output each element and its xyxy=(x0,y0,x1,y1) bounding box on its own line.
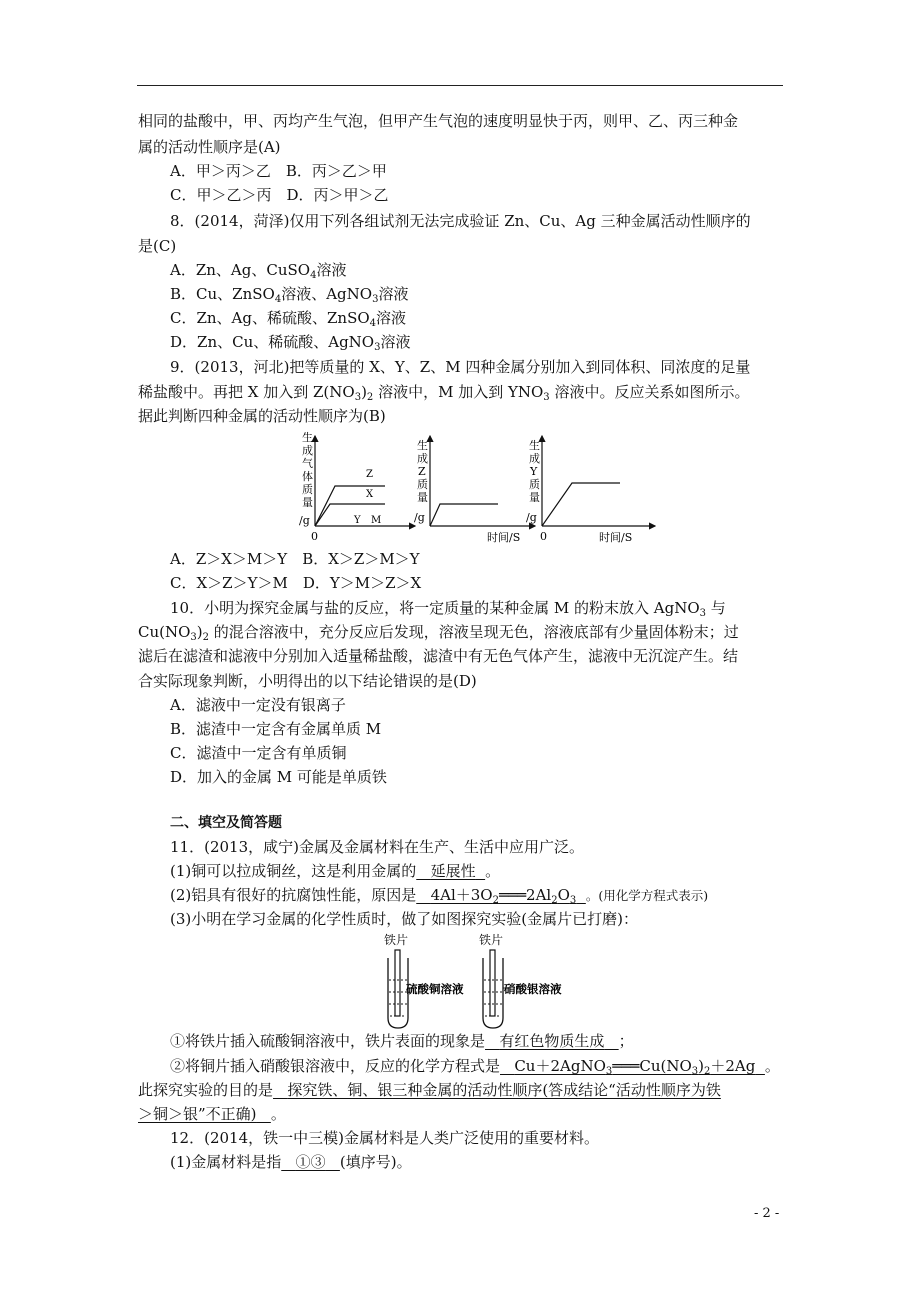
q11-part2-answer: $4Al+3O_2═══2Al_2O_3$ xyxy=(430,886,577,906)
fig-solution-left: 硫酸铜溶液 xyxy=(406,982,464,996)
g1-line-x: X xyxy=(366,489,374,500)
g3-ylabel-0: 生 xyxy=(529,439,540,452)
q9-stem-line3: 据此判断四种金属的活动性顺序为(B) xyxy=(138,407,386,425)
q11-part3: (3)小明在学习金属的化学性质时，做了如图探究实验(金属片已打磨)： xyxy=(170,910,638,928)
q12-stem: 12．(2014，铁一中三模)金属材料是人类广泛使用的重要材料。 xyxy=(170,1129,599,1147)
graph-gas-mass xyxy=(299,430,415,543)
g1-origin: 0 xyxy=(311,530,318,543)
q8-option-a: A．Zn、Ag、CuSO$_4$溶液 xyxy=(170,261,347,281)
q9-options-ab: A．Z＞X＞M＞Y B．X＞Z＞M＞Y xyxy=(170,550,420,568)
q11-stem: 11．(2013，咸宁)金属及金属材料在生产、生活中应用广泛。 xyxy=(170,838,584,856)
g3-ylabel-3: 质 xyxy=(529,478,540,491)
q10-option-a: A．滤液中一定没有银离子 xyxy=(170,696,346,714)
q11-purpose-answer-2: ＞铜＞银”不正确) xyxy=(138,1105,257,1123)
fig-solution-right: 硝酸银溶液 xyxy=(504,982,562,996)
q9-stem-line2: 稀盐酸中。再把 X 加入到 $Z(NO_3)_2$ 溶液中，M 加入到 $YNO_3$ 溶液中。反应关系如图所示。 xyxy=(138,383,750,403)
q11-part1-answer: 延展性 xyxy=(430,862,476,880)
fig-label-left: 铁片 xyxy=(384,933,409,947)
q11-purpose-line2: ＞铜＞银”不正确) 。 xyxy=(138,1105,286,1123)
g1-ylabel-2: 气 xyxy=(302,457,313,470)
q8-option-c: C．Zn、Ag、稀硫酸、ZnSO$_4$溶液 xyxy=(170,309,407,329)
graph-y-mass xyxy=(526,436,655,544)
g2-ylabel-2: Z xyxy=(418,465,426,478)
q10-stem-line3: 滤后在滤渣和滤液中分别加入适量稀盐酸，滤渣中有无色气体产生，滤液中无沉淀产生。结 xyxy=(138,647,739,665)
g1-ylabel-6: /g xyxy=(299,514,310,527)
g1-ylabel-4: 质 xyxy=(302,483,313,496)
g1-line-m: M xyxy=(371,515,382,526)
g3-origin: 0 xyxy=(540,530,547,543)
g2-ylabel-5: /g xyxy=(414,511,425,524)
g2-ylabel-3: 质 xyxy=(417,478,428,491)
q12-part1-answer: ①③ xyxy=(295,1153,326,1171)
q11-purpose-answer-1: 探究铁、铜、银三种金属的活动性顺序(答成结论“活动性顺序为铁 xyxy=(287,1081,721,1099)
section-title: 二、填空及简答题 xyxy=(170,815,282,831)
q9-graphs xyxy=(290,428,670,550)
g3-ylabel-1: 成 xyxy=(529,452,540,465)
q8-stem-line2: 是(C) xyxy=(138,237,177,255)
q9-options-cd: C．X＞Z＞Y＞M D．Y＞M＞Z＞X xyxy=(170,574,422,592)
g2-ylabel-0: 生 xyxy=(417,439,428,452)
g2-xlabel: 时间/S xyxy=(487,531,521,544)
fig-label-right: 铁片 xyxy=(479,933,504,947)
q8-option-b: B．Cu、ZnSO$_4$溶液、AgNO$_3$溶液 xyxy=(170,285,409,305)
q11-circle1-answer: 有红色物质生成 xyxy=(499,1032,605,1050)
header-rule xyxy=(137,85,783,86)
q11-circle1: ①将铁片插入硫酸铜溶液中，铁片表面的现象是 有红色物质生成 ； xyxy=(170,1032,634,1050)
q7-text-line1: 相同的盐酸中，甲、丙均产生气泡，但甲产生气泡的速度明显快于丙，则甲、乙、丙三种金 xyxy=(138,112,739,130)
q9-stem-line1: 9．(2013，河北)把等质量的 X、Y、Z、M 四种金属分别加入到同体积、同浓度的足量 xyxy=(170,358,751,376)
g3-xlabel: 时间/S xyxy=(599,531,633,544)
q10-option-b: B．滤渣中一定含有金属单质 M xyxy=(170,720,382,738)
q8-option-d: D．Zn、Cu、稀硫酸、AgNO$_3$溶液 xyxy=(170,333,411,353)
g2-ylabel-1: 成 xyxy=(417,452,428,465)
g3-ylabel-4: 量 xyxy=(529,491,540,504)
page-number: - 2 - xyxy=(754,1206,780,1221)
q10-stem-line4: 合实际现象判断，小明得出的以下结论错误的是(D) xyxy=(138,672,477,690)
g1-ylabel-0: 生 xyxy=(302,431,313,444)
g1-ylabel-1: 成 xyxy=(302,444,313,457)
q11-part1: (1)铜可以拉成铜丝，这是利用金属的 延展性 。 xyxy=(170,862,501,880)
g1-line-z: Z xyxy=(366,469,373,480)
q11-experiment-figure xyxy=(380,930,580,1030)
g3-ylabel-2: Y xyxy=(530,465,538,478)
graph-z-mass xyxy=(414,436,535,544)
q10-option-d: D．加入的金属 M 可能是单质铁 xyxy=(170,768,387,786)
q8-stem-line1: 8．(2014，菏泽)仅用下列各组试剂无法完成验证 Zn、Cu、Ag 三种金属活动性顺序的 xyxy=(170,212,751,230)
q11-part2: (2)铝具有很好的抗腐蚀性能，原因是 $4Al+3O_2═══2Al_2O_3$ 。(用化学方程式表示) xyxy=(170,886,709,906)
q11-circle2-answer: $Cu+2AgNO_3═══Cu(NO_3)_2+2Ag$ xyxy=(514,1057,756,1077)
q12-part1: (1)金属材料是指 ①③ (填序号)。 xyxy=(170,1153,412,1171)
g1-line-y: Y xyxy=(354,515,361,526)
q11-purpose-line1: 此探究实验的目的是 探究铁、铜、银三种金属的活动性顺序(答成结论“活动性顺序为铁 xyxy=(138,1081,721,1099)
g1-ylabel-5: 量 xyxy=(302,496,313,509)
q7-options-ab: A．甲＞丙＞乙 B．丙＞乙＞甲 xyxy=(170,162,387,180)
q10-stem-line2: $Cu(NO_3)_2$ 的混合溶液中，充分反应后发现，溶液呈现无色，溶液底部有少量固体粉末；过 xyxy=(138,623,739,643)
q7-text-line2: 属的活动性顺序是(A) xyxy=(138,138,281,156)
q10-option-c: C．滤渣中一定含有单质铜 xyxy=(170,744,347,762)
q10-stem-line1: 10．小明为探究金属与盐的反应，将一定质量的某种金属 M 的粉末放入 AgNO$_3$ 与 xyxy=(170,599,726,619)
q11-circle2: ②将铜片插入硝酸银溶液中，反应的化学方程式是 $Cu+2AgNO_3═══Cu(NO_3)_2+2Ag$ 。 xyxy=(170,1057,780,1077)
q7-options-cd: C．甲＞乙＞丙 D．丙＞甲＞乙 xyxy=(170,186,389,204)
g1-ylabel-3: 体 xyxy=(302,470,313,483)
g3-ylabel-5: /g xyxy=(526,511,537,524)
g2-ylabel-4: 量 xyxy=(417,491,428,504)
